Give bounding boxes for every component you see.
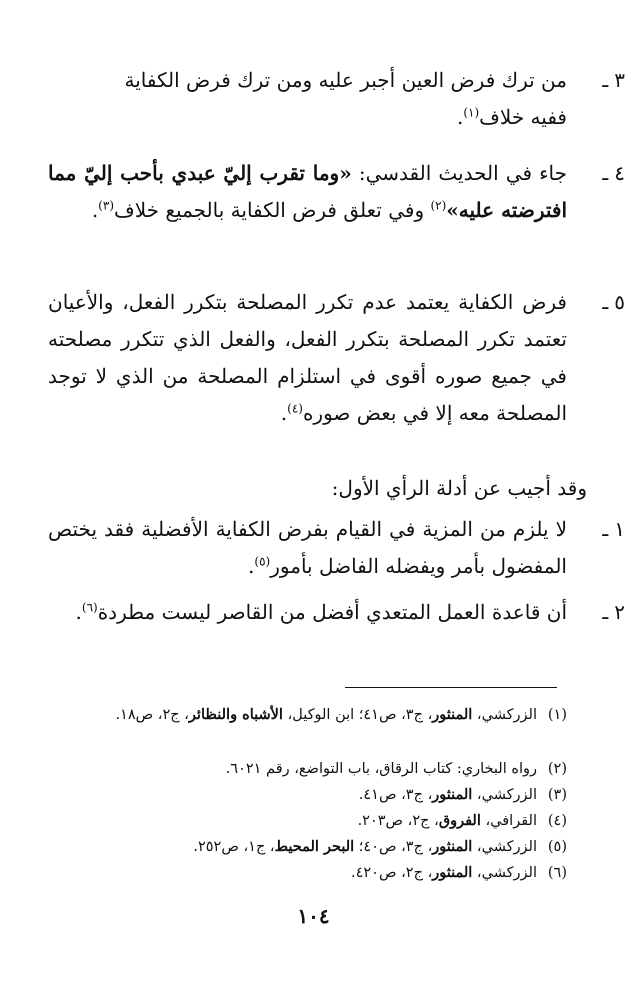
footnote-source-title: البحر المحيط [274, 838, 355, 855]
footnote-ref[interactable]: (١) [463, 105, 480, 120]
point-text-line: من ترك فرض العين أجبر عليه ومن ترك فرض الكفاية [124, 68, 567, 92]
footnote-number: (١) [547, 707, 567, 723]
footnote-segment: ، ج٣، ص٤١؛ ابن الوكيل، [282, 707, 433, 723]
footnote-segment: رواه البخاري: كتاب الرقاق، باب التواضع، رقم ٦٠٢١. [225, 761, 537, 777]
footnote-text [115, 707, 537, 723]
footnote-number: (٢) [547, 761, 567, 777]
footnote-ref[interactable]: (٢) [430, 198, 447, 213]
footnote-segment: القرافي، [480, 813, 537, 829]
footnote-text [359, 787, 537, 803]
footnote-number: (٣) [547, 787, 567, 803]
answer-2: ٢ـ أن قاعدة العمل المتعدي أفضل من القاصر ليست مطردة$^{(٦)}$. [48, 594, 567, 631]
footnote-number: (٦) [547, 865, 567, 881]
footnote-segment: الزركشي، [472, 839, 537, 855]
point-text: وفي تعلق فرض الكفاية بالجميع خلاف [114, 198, 431, 222]
footnote-segment: الزركشي، [472, 787, 537, 803]
point-number: ٢ـ [602, 600, 625, 624]
footnote-ref[interactable]: (٤) [287, 401, 303, 416]
footnote-segment: ، ج٢، ص٤٢٠. [350, 865, 433, 881]
point-4: ٤ـ جاء في الحديث القدسي: «وما تقرب إليّ عبدي بأحب إليّ مما افترضته عليه»$^{(٢)}$ وفي تعلق فرض الكفاية بالجميع خلاف$^{(٣)}$. [48, 155, 567, 229]
footnote-2 [48, 756, 567, 782]
footnote-source-title: المنثور [432, 838, 473, 855]
hadith-quote: «وما تقرب إليّ عبدي بأحب إليّ مما افترضته عليه» [48, 161, 567, 222]
footnote-text [193, 839, 537, 855]
footnote-segment: ، ج١، ص٢٥٢. [193, 839, 275, 855]
footnote-3 [48, 782, 567, 808]
point-text: فرض الكفاية يعتمد عدم تكرر المصلحة بتكرر الفعل، والأعيان تعتمد تكرر المصلحة بتكرر الفعل، والفعل الذي تتكرر مصلحته في جميع صوره أقوى في استلزام المصلحة من الذي لا توجد المصلحة معه إلا في بعض صوره [48, 290, 567, 425]
point-3: ٣ـ من ترك فرض العين أجبر عليه ومن ترك فرض الكفاية ففيه خلاف$^{(١)}$. [48, 62, 567, 136]
footnote-segment: ، ج٣، ص٤٠؛ [354, 839, 433, 855]
footnote-source-title: المنثور [432, 706, 473, 723]
footnote-segment: ، ج٢، ص١٨. [115, 707, 189, 723]
footnote-ref[interactable]: (٣) [98, 198, 114, 213]
point-number: ٤ـ [602, 161, 625, 185]
footnote-number: (٥) [547, 839, 567, 855]
point-text-line: ففيه خلاف [479, 105, 567, 129]
point-text: لا يلزم من المزية في القيام بفرض الكفاية الأفضلية فقد يختص المفضول بأمر ويفضله الفاضل بأمور [48, 517, 567, 578]
footnote-source-title: المنثور [432, 786, 473, 803]
page-number: ١٠٤ [297, 904, 330, 928]
footnote-segment: الزركشي، [472, 707, 537, 723]
intro-paragraph: وقد أجيب عن أدلة الرأي الأول: [331, 476, 587, 500]
footnote-source-title: الأشباه والنظائر [188, 706, 283, 723]
footnote-text [358, 813, 537, 829]
footnote-4 [48, 808, 567, 834]
point-number: ١ـ [602, 517, 625, 541]
point-5: ٥ـ فرض الكفاية يعتمد عدم تكرر المصلحة بتكرر الفعل، والأعيان تعتمد تكرر المصلحة بتكرر الفعل، والفعل الذي تتكرر مصلحته في جميع صوره أقوى في استلزام المصلحة من الذي لا توجد المصلحة معه إلا في بعض صوره$^{(٤)}$. [48, 284, 567, 432]
footnote-number: (٤) [547, 813, 567, 829]
point-number: ٥ـ [602, 290, 625, 314]
point-text: جاء في الحديث القدسي: [351, 161, 567, 185]
footnote-ref[interactable]: (٦) [81, 600, 98, 615]
footnote-source-title: الفروق [438, 812, 481, 829]
footnote-segment: الزركشي، [472, 865, 537, 881]
footnote-segment: ، ج٣، ص٤١. [358, 787, 433, 803]
footnote-ref[interactable]: (٥) [254, 554, 271, 569]
footnote-5 [48, 834, 567, 860]
footnote-6 [48, 860, 567, 886]
footnote-text [226, 761, 537, 777]
point-text: أن قاعدة العمل المتعدي أفضل من القاصر ليست مطردة [97, 600, 567, 624]
footnote-text [351, 865, 537, 881]
footnote-source-title: المنثور [432, 864, 473, 881]
point-number: ٣ـ [602, 68, 625, 92]
footnote-divider [345, 687, 557, 688]
footnote-segment: ، ج٢، ص٢٠٣. [357, 813, 439, 829]
answer-1: ١ـ لا يلزم من المزية في القيام بفرض الكفاية الأفضلية فقد يختص المفضول بأمر ويفضله الفاضل بأمور$^{(٥)}$. [48, 511, 567, 585]
footnote-1 [48, 702, 567, 728]
